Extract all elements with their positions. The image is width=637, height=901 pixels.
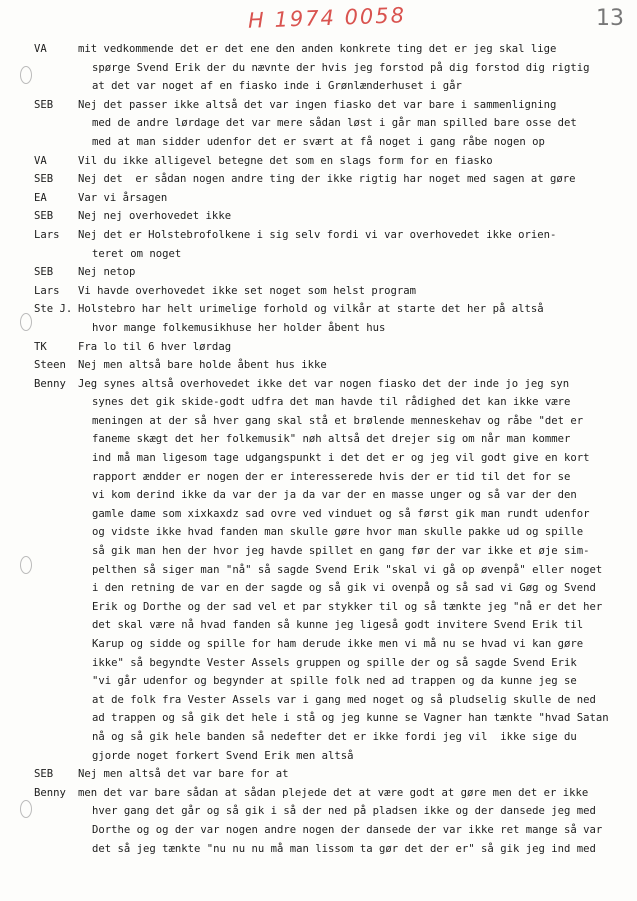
transcript-line [0,802,637,821]
transcript-line [0,430,637,449]
line-text: teret om noget [92,247,182,260]
line-text: at de folk fra Vester Assels var i gang med noget og så pludselig skulle de ned [92,693,596,706]
transcript-line [0,728,637,747]
line-text: Erik og Dorthe og der sad vel et par stykker til og så tænkte jeg "nå er det her [92,600,603,613]
line-text: nå og så gik hele banden så nedefter det er ikke fordi jeg vil ikke sige du [92,730,577,743]
line-text: Nej netop [78,266,136,279]
speaker-label: SEB [34,98,54,111]
line-text: Dorthe og og der var nogen andre nogen der dansede der var ikke ret mange så var [92,823,603,836]
speaker-label: EA [34,191,47,204]
transcript-line [0,133,637,152]
line-text: Nej men altså bare holde åbent hus ikke [78,359,327,372]
line-text: mit vedkommende det er det ene den anden konkrete ting det er jeg skal lige [78,43,557,55]
line-text: ind må man ligesom tage udgangspunkt i det det er og jeg vil godt give en kort [92,452,590,465]
transcript-line [0,672,637,691]
line-text: pelthen så siger man "nå" så sagde Svend Erik "skal vi gå op øvenpå" eller noget [92,563,603,576]
transcript-body [0,40,637,858]
transcript-line [0,245,637,264]
transcript-line [0,170,637,189]
line-text: det så jeg tænkte "nu nu nu må man lissom ta gør det der er" så gik jeg ind med [92,842,596,855]
line-text: Var vi årsagen [78,191,168,204]
transcript-line [0,449,637,468]
transcript-line [0,635,637,654]
transcript-line [0,561,637,580]
transcript-line [0,393,637,412]
speaker-label: SEB [34,173,54,186]
line-text: Karup og sidde og spille for ham derude ikke men vi må nu se hvad vi kan gøre [92,638,584,650]
line-text: med de andre lørdage det var mere sådan løst i går man spilled bare osse det [92,117,577,130]
archive-id-stamp: H 1974 0058 [247,3,407,33]
speaker-label: SEB [34,266,54,279]
transcript-line [0,523,637,542]
transcript-line [0,505,637,524]
line-text: så gik man hen der hvor jeg havde spillet en gang før der var ikke et øje sim- [92,545,590,558]
transcript-line [0,356,637,375]
page-number: 13 [596,6,624,31]
transcript-line [0,784,637,803]
speaker-label: SEB [34,768,54,781]
transcript-line [0,375,637,394]
line-text: det skal være nå hvad fanden så kunne jeg ligeså godt invitere Svend Erik til [92,619,584,632]
line-text: gamle dame som xixkaxdz sad ovre ved vinduet og så først gik man rundt udenfor [92,507,590,520]
line-text: hver gang det går og så gik i så der ned på pladsen ikke og der dansede jeg med [92,805,596,818]
transcript-line [0,616,637,635]
transcript-line [0,114,637,133]
transcript-line [0,40,637,59]
speaker-label: SEB [34,210,54,223]
line-text: med at man sidder udenfor det er svært at få noget i gang råbe nogen op [92,135,545,148]
speaker-label: Ste J. [34,303,73,316]
transcript-line [0,319,637,338]
line-text: Nej det er Holstebrofolkene i sig selv fordi vi var overhovedet ikke orien- [78,228,557,241]
transcript-line [0,840,637,859]
line-text: Holstebro har helt urimelige forhold og vilkår at starte det her på altså [78,303,544,316]
line-text: hvor mange folkemusikhuse her holder åbent hus [92,321,386,334]
transcript-line [0,189,637,208]
speaker-label: Lars [34,228,60,241]
line-text: ad trappen og så gik det hele i stå og jeg kunne se Vagner han tænkte "hvad Satan [92,712,609,725]
transcript-line [0,691,637,710]
transcript-line [0,486,637,505]
line-text: ikke" så begyndte Vester Assels gruppen og spille der og så sagde Svend Erik [92,656,577,669]
line-text: i den retning de var en der sagde og så gik vi ovenpå og så sad vi Gøg og Svend [92,582,596,595]
line-text: Nej nej overhovedet ikke [78,210,232,223]
speaker-label: Benny [34,377,66,390]
line-text: men det var bare sådan at sådan plejede det at være godt at gøre men det er ikke [78,786,589,799]
line-text: Jeg synes altså overhovedet ikke det var nogen fiasko det der inde jo jeg syn [78,377,570,390]
transcript-line [0,598,637,617]
transcript-line [0,226,637,245]
transcript-line [0,542,637,561]
transcript-line [0,263,637,282]
line-text: rapport ændder er nogen der er interesserede hvis der er tid til det for se [92,470,571,483]
line-text: at det var noget af en fiasko inde i Grønlænderhuset i går [92,80,462,93]
transcript-line [0,77,637,96]
line-text: Nej det passer ikke altså det var ingen fiasko det var bare i sammenligning [78,98,557,111]
line-text: Nej det er sådan nogen andre ting der ikke rigtig har noget med sagen at gøre [78,173,576,186]
line-text: "vi går udenfor og begynder at spille folk ned ad trappen og da kunne jeg se [92,675,577,688]
line-text: synes det gik skide-godt udfra det man havde til rådighed det kan ikke være [92,396,571,409]
line-text: Nej men altså det var bare for at [78,768,289,781]
transcript-line [0,152,637,171]
line-text: og vidste ikke hvad fanden man skulle gøre hvor man skulle pakke ud og spille [92,526,584,539]
speaker-label: Steen [34,359,66,372]
transcript-line [0,282,637,301]
speaker-label: Benny [34,786,66,799]
speaker-label: Lars [34,284,60,297]
line-text: meningen at der så hver gang skal stå et brølende menneskehav og råbe "det er [92,414,584,427]
transcript-line [0,300,637,319]
transcript-line [0,207,637,226]
transcript-line [0,747,637,766]
transcript-line [0,338,637,357]
line-text: spørge Svend Erik der du nævnte der hvis jeg forstod på dig forstod dig rigtig [92,61,590,74]
line-text: vi kom derind ikke da var der ja da var der en masse unger og så var der den [92,489,577,502]
transcript-line [0,59,637,78]
transcript-line [0,96,637,115]
transcript-line [0,821,637,840]
transcript-line [0,709,637,728]
transcript-line [0,765,637,784]
transcript-line [0,468,637,487]
line-text: Vi havde overhovedet ikke set noget som helst program [78,284,417,297]
line-text: Vil du ikke alligevel betegne det som en slags form for en fiasko [78,154,493,167]
transcript-line [0,579,637,598]
speaker-label: VA [34,154,47,167]
line-text: gjorde noget forkert Svend Erik men altså [92,749,354,762]
transcript-line [0,654,637,673]
speaker-label: VA [34,43,47,55]
transcript-line [0,412,637,431]
line-text: faneme skægt det her folkemusik" nøh altså det drejer sig om når man kommer [92,433,571,446]
line-text: Fra lo til 6 hver lørdag [78,340,232,353]
speaker-label: TK [34,340,47,353]
